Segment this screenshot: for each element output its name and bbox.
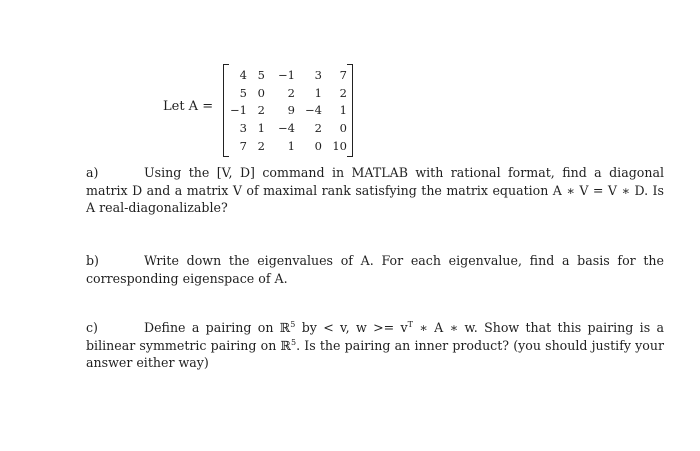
matrix-entry: 7 <box>339 67 347 82</box>
matrix-entry: 1 <box>257 121 265 136</box>
matrix-entry: 0 <box>339 121 347 136</box>
matrix-entry: 2 <box>314 121 322 136</box>
part-b-label: b) <box>86 253 99 268</box>
part-a-text: Using the [V, D] command in MATLAB with rational format, find a diagonal matrix D and a matrix V of maximal rank satisfying the matrix equation A ∗ V = V ∗ D. Is A real-diagonalizable? <box>86 165 664 215</box>
matrix-entry: −4 <box>278 121 295 136</box>
question-part-a <box>86 164 664 217</box>
matrix-entry: 0 <box>314 139 322 154</box>
matrix-entry: 2 <box>257 103 265 118</box>
matrix-entry: −1 <box>230 103 247 118</box>
matrix-entry: 2 <box>339 85 347 100</box>
matrix-entry: 5 <box>257 67 265 82</box>
part-c-text-4: . Is the pairing an inner product? (you should justify your answer either way) <box>86 337 664 370</box>
matrix-entry: 4 <box>239 67 247 82</box>
part-c-label: c) <box>86 320 98 335</box>
part-a-label: a) <box>86 165 99 180</box>
question-part-b <box>86 252 664 287</box>
matrix-entry: −4 <box>305 103 322 118</box>
matrix-entry: 7 <box>239 139 247 154</box>
part-c-text-2: by < v, w >= v <box>295 320 408 335</box>
matrix-a <box>221 62 355 159</box>
matrix-entry: 2 <box>257 139 265 154</box>
part-b-text: Write down the eigenvalues of A. For each eigenvalue, find a basis for the corresponding eigenspace of A. <box>86 253 664 286</box>
matrix-entry: −1 <box>278 67 295 82</box>
matrix-entry: 0 <box>257 85 265 100</box>
part-c-superscript-3: 5 <box>290 337 297 347</box>
matrix-definition-label: Let A = <box>163 99 214 114</box>
matrix-entries <box>229 66 347 155</box>
matrix-entry: 5 <box>239 85 247 100</box>
matrix-entry: 1 <box>314 85 322 100</box>
matrix-entry: 9 <box>287 103 295 118</box>
part-c-superscript-1: 5 <box>290 320 296 329</box>
part-c-superscript-2: T <box>407 320 413 329</box>
matrix-entry: 3 <box>239 121 247 136</box>
right-bracket <box>347 64 353 157</box>
part-c-text-1: Define a pairing on ℝ <box>144 320 291 335</box>
matrix-entry: 10 <box>332 139 347 154</box>
part-c-text-3: ∗ A ∗ w. Show that this pairing is a bilinear symmetric pairing on ℝ <box>86 320 664 353</box>
matrix-entry: 3 <box>314 67 322 82</box>
matrix-entry: 1 <box>287 139 295 154</box>
question-part-c <box>86 319 664 372</box>
matrix-entry: 1 <box>339 103 347 118</box>
matrix-entry: 2 <box>287 85 295 100</box>
